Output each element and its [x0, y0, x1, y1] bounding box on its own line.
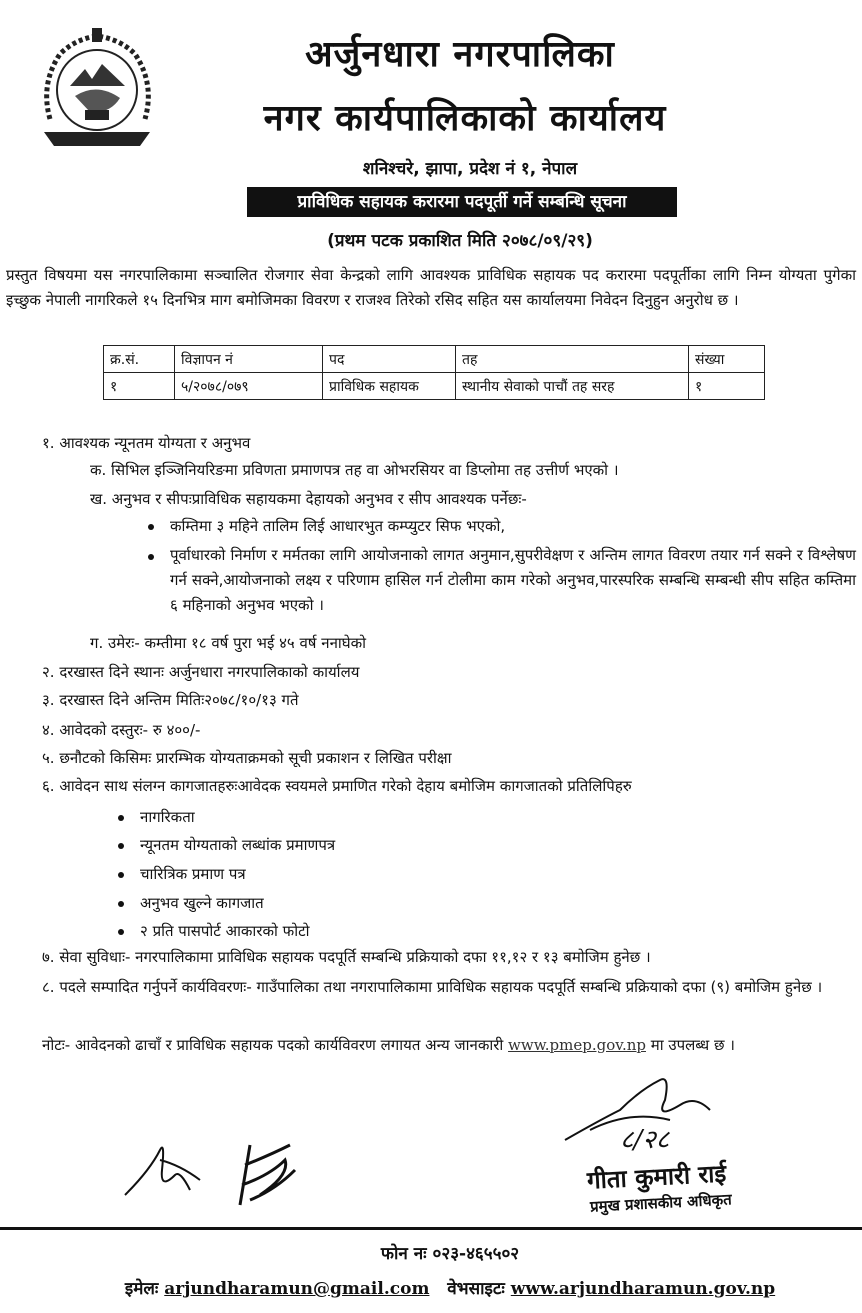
- note: [42, 1033, 856, 1058]
- list-item: अनुभव खुल्ने कागजात: [140, 894, 264, 912]
- footer-phone: फोन नः ०२३-४६५५०२: [380, 1244, 520, 1264]
- table-header: पद: [323, 346, 456, 373]
- website-label: वेभसाइटः: [447, 1279, 505, 1299]
- list-item: २ प्रति पासपोर्ट आकारको फोटो: [140, 922, 310, 940]
- signature-left: [120, 1130, 220, 1210]
- footer-divider: [0, 1227, 862, 1230]
- pmep-link[interactable]: www.pmep.gov.np: [508, 1036, 646, 1054]
- section-1-heading: १. आवश्यक न्यूनतम योग्यता र अनुभव: [42, 434, 251, 452]
- list-item: नागरिकता: [140, 808, 195, 826]
- table-cell: १: [104, 373, 175, 400]
- section-5: ५. छनौटको किसिमः प्रारम्भिक योग्यताक्रमको सूची प्रकाशन र लिखित परीक्षा: [42, 749, 452, 767]
- bullet-icon: [118, 872, 124, 878]
- office-subtitle: नगर कार्यपालिकाको कार्यालय: [263, 98, 667, 139]
- signature-middle: [230, 1135, 310, 1215]
- list-item: न्यूनतम योग्यताको लब्धांक प्रमाणपत्र: [140, 836, 336, 854]
- section-1a: क. सिभिल इञ्जिनियरिङमा प्रविणता प्रमाणपत्र तह वा ओभरसियर वा डिप्लोमा तह उत्तीर्ण भएको ।: [90, 461, 619, 479]
- officer-name: गीता कुमारी राई: [586, 1159, 727, 1195]
- bullet-icon: [148, 524, 154, 530]
- list-item: पूर्वाधारको निर्माण र मर्मतका लागि आयोजनाको लागत अनुमान,सुपरीवेक्षण र अन्तिम लागत विवरण तयार गर्न सक्ने र विश्लेषण गर्न सक्ने,आयोजनाको लक्ष्य र परिणाम हासिल गर्न टोलीमा काम गरेको अनुभव,पारस्परिक सम्बन्धि सम्बन्धी सीप सहित कम्तिमा ६ महिनाको अनुभव भएको ।: [170, 546, 856, 614]
- office-title: अर्जुनधारा नगरपालिका: [305, 34, 615, 75]
- vacancy-table: [103, 345, 765, 400]
- section-1c: ग. उमेरः- कम्तीमा १८ वर्ष पुरा भई ४५ वर्ष ननाघेको: [90, 634, 367, 652]
- notice-title: प्राविधिक सहायक करारमा पदपूर्ती गर्ने सम्बन्धि सूचना: [247, 187, 677, 217]
- bullet-icon: [118, 901, 124, 907]
- section-2: २. दरखास्त दिने स्थानः अर्जुनधारा नगरपालिकाको कार्यालय: [42, 663, 360, 681]
- office-address: शनिश्चरे, झापा, प्रदेश नं १, नेपाल: [362, 159, 578, 179]
- list-item: चारित्रिक प्रमाण पत्र: [140, 865, 246, 883]
- officer-designation: प्रमुख प्रशासकीय अधिकृत: [589, 1190, 733, 1216]
- table-header: क्र.सं.: [104, 346, 175, 373]
- bullet-icon: [118, 843, 124, 849]
- signature-date: ८/२८: [620, 1125, 670, 1155]
- note-text-end: मा उपलब्ध छ ।: [650, 1036, 735, 1054]
- section-3: ३. दरखास्त दिने अन्तिम मितिः२०७८/१०/१३ गते: [42, 691, 299, 709]
- section-1b: ख. अनुभव र सीपःप्राविधिक सहायकमा देहायको अनुभव र सीप आवश्यक पर्नेछः-: [90, 490, 527, 508]
- table-header: संख्या: [689, 346, 765, 373]
- table-cell: १: [689, 373, 765, 400]
- section-7: ७. सेवा सुविधाः- नगरपालिकामा प्राविधिक सहायक पदपूर्ति सम्बन्धि प्रक्रियाको दफा ११,१२ र १३ बमोजिम हुनेछ ।: [42, 948, 651, 966]
- email-label: इमेलः: [124, 1279, 159, 1299]
- bullet-icon: [118, 815, 124, 821]
- publish-date: (प्रथम पटक प्रकाशित मिति २०७८/०९/२९): [327, 231, 593, 251]
- website-link[interactable]: www.arjundharamun.gov.np: [510, 1279, 776, 1299]
- section-4: ४. आवेदको दस्तुरः- रु ४००/-: [42, 721, 201, 739]
- table-cell: ५/२०७८/०७९: [175, 373, 323, 400]
- table-header-row: [104, 346, 765, 373]
- bullet-icon: [148, 554, 154, 560]
- table-row: [104, 373, 765, 400]
- intro-paragraph: प्रस्तुत विषयमा यस नगरपालिकामा सञ्चालित रोजगार सेवा केन्द्रको लागि आवश्यक प्राविधिक सहायक पद करारमा पदपूर्तीका लागि निम्न योग्यता पुगेका इच्छुक नेपाली नागरिकले १५ दिनभित्र माग बमोजिमका विवरण र राजश्व तिरेको रसिद सहित यस कार्यालयमा निवेदन दिनुहुन अनुरोध छ ।: [6, 266, 856, 309]
- note-text: नोटः- आवेदनको ढाचाँ र प्राविधिक सहायक पदको कार्यविवरण लगायत अन्य जानकारी: [42, 1036, 504, 1054]
- table-cell: प्राविधिक सहायक: [323, 373, 456, 400]
- bullet-icon: [118, 929, 124, 935]
- nepal-emblem: [30, 24, 165, 152]
- section-6: ६. आवेदन साथ संलग्न कागजातहरुःआवेदक स्वयमले प्रमाणित गरेको देहाय बमोजिम कागजातको प्रतिलिपिहरु: [42, 777, 632, 795]
- email-link[interactable]: arjundharamun@gmail.com: [164, 1279, 430, 1299]
- footer-contact: [100, 1276, 800, 1299]
- section-8: ८. पदले सम्पादित गर्नुपर्ने कार्यविवरणः- गाउँपालिका तथा नगरापालिकामा प्राविधिक सहायक पदपूर्ति सम्बन्धि प्रक्रियाको दफा (९) बमोजिम हुनेछ ।: [42, 978, 823, 996]
- table-header: विज्ञापन नं: [175, 346, 323, 373]
- table-header: तह: [456, 346, 689, 373]
- list-item: कम्तिमा ३ महिने तालिम लिई आधारभुत कम्प्युटर सिफ भएको,: [170, 517, 506, 535]
- table-cell: स्थानीय सेवाको पाचौं तह सरह: [456, 373, 689, 400]
